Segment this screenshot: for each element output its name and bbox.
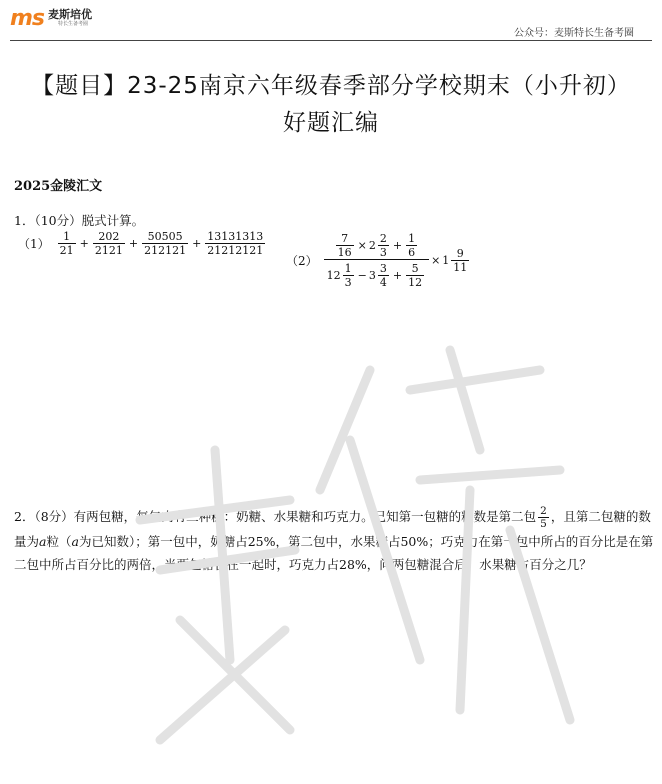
plus-sign: + — [128, 237, 139, 250]
fraction: $\frac{2}{5}$ — [540, 505, 547, 530]
compound-numerator: $\frac{7}{16}$ × 2 $\frac{2}{3}$ + $\frac{1}{6}$ — [337, 232, 416, 259]
header-divider — [10, 40, 652, 41]
fraction: $\frac{50505}{212121}$ — [144, 230, 187, 257]
brand-logo — [10, 8, 92, 30]
question-1-part-2 — [286, 232, 471, 289]
question-1-part-1 — [18, 230, 267, 257]
plus-sign: + — [79, 237, 89, 250]
part-label: （2） — [286, 254, 318, 268]
page-title-line1: 【题目】23-25南京六年级春季部分学校期末（小升初） — [31, 73, 631, 99]
page-header — [0, 0, 662, 44]
page-title-line2: 好题汇编 — [283, 110, 379, 136]
fraction: $\frac{202}{2121}$ — [94, 230, 123, 257]
compound-fraction — [324, 232, 429, 289]
mixed-number: 1 $\frac{9}{11}$ — [442, 247, 468, 274]
logo-name: 麦斯培优 — [48, 8, 93, 21]
logo-mark: ms — [10, 6, 45, 31]
question-1-stem: 1．（10分）脱式计算。 — [14, 213, 145, 228]
fraction: $\frac{13131313}{21212121}$ — [207, 230, 264, 257]
question-2: 2．（8分）有两包糖，每包内有三种糖：奶糖、水果糖和巧克力。已知第一包糖的粒数是第二包 $\frac{2}{5}$ ，且第二包糖的数量为a粒（a为已知数）；第一包中，奶糖占25%，第二包中，水果糖占50%；巧克力在第一包中所占的百分比是在第二包中所占百分比的两倍，当两包糖合在一起时，巧克力占28%，问两包糖混合后，水果糖占百分之几？ — [14, 505, 654, 572]
fraction: $\frac{1}{21}$ — [59, 230, 74, 257]
compound-denominator: 12 $\frac{1}{3}$ − 3 $\frac{3}{4}$ + $\frac{5}{12}$ — [324, 259, 429, 289]
plus-sign: + — [192, 237, 202, 250]
part-label: （1） — [18, 237, 50, 251]
account-label: 公众号：麦斯特长生备考圈 — [514, 28, 634, 39]
section-heading: 2025金陵汇文 — [14, 179, 103, 194]
times-sign: × — [431, 254, 441, 267]
logo-slogan: 特长生备考圈 — [58, 21, 89, 27]
